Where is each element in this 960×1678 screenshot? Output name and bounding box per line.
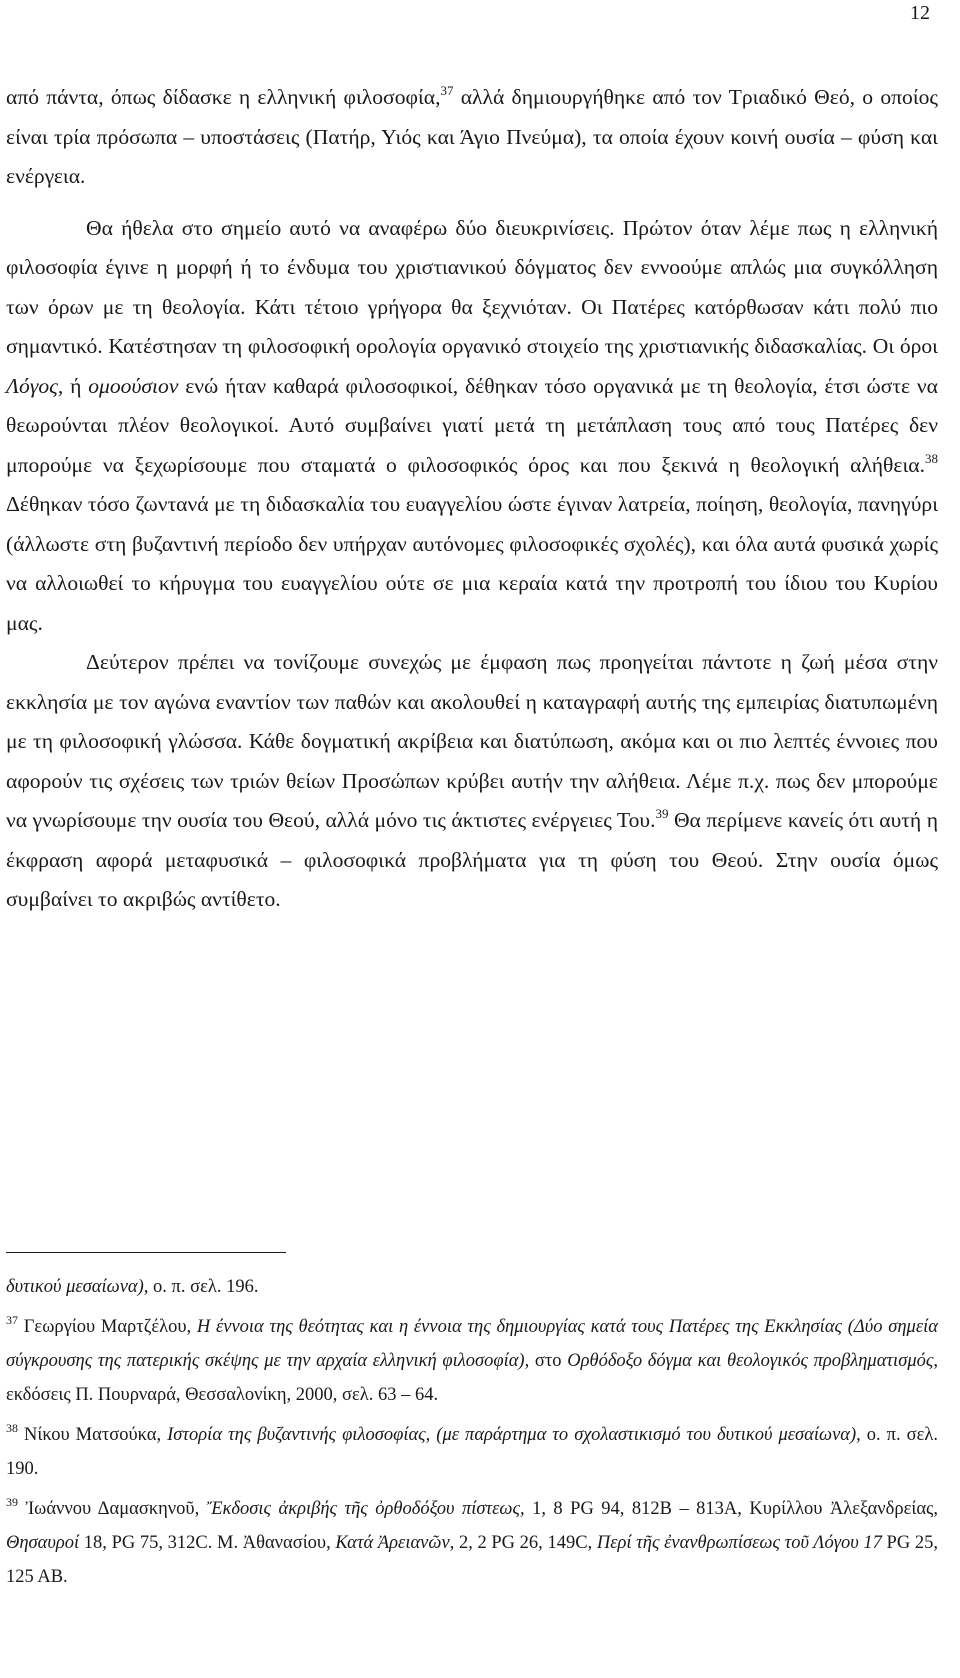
footnote-37-title: Η έννοια της θεότητας και η έννοια της δημιουργίας κατά τους Πατέρες της Εκκλησίας (Δύο σημεία σύγκρουσης της πατερικής σκέψης με την αρχαία ελληνική φιλοσοφία), [6,1317,938,1371]
paragraph-2-text-mid: ή [63,373,89,398]
term-homoousion: ομοούσιον [88,373,179,398]
term-logos: Λόγος, [6,373,64,398]
footnote-39-ref-1: 1, 8 PG 94, 812B – 813A, Κυρίλλου Ἀλεξανδρείας, [524,1499,938,1519]
paragraph-2-text-b: ενώ ήταν καθαρά φιλοσοφικοί, δέθηκαν τόσο οργανικά με τη θεολογία, έτσι ώστε να θεωρούνται πλέον θεολογικοί. Αυτό συμβαίνει γιατί μετά τη μετάπλαση τους από τους Πατέρες δεν μπορούμε να ξεχωρίσουμε που σταματά ο φιλοσοφικός όρος και που ξεκινά η θεολογική αλήθεια. [6,373,939,477]
footnote-37-in: στο [529,1351,568,1371]
footnote-ref-38: 38 [925,450,938,466]
paragraph-2-text-c: Δέθηκαν τόσο ζωντανά με τη διδασκαλία του ευαγγελίου ώστε έγιναν λατρεία, ποίηση, θεολογία, πανηγύρι (άλλωστε στη βυζαντινή περίοδο δεν υπήρχαν αυτόνομες φιλοσοφικές σχολές), και όλα αυτά φυσικά χωρίς να αλλοιωθεί το κήρυγμα του ευαγγελίου ούτε σε μια κεραία κατά την προτροπή του ίδιου του Κυρίου μας. [6,492,938,635]
paragraph-3-text-b: Θα περίμενε κανείς ότι αυτή η έκφραση αφορά μεταφυσικά – φιλοσοφικά προβλήματα για τη φύση του Θεού. Στην ουσία όμως συμβαίνει το ακριβώς αντίθετο. [6,808,938,911]
footnote-37 [6,1310,938,1412]
main-text [6,78,938,920]
paragraph-1-text-a: από πάντα, όπως δίδασκε η ελληνική φιλοσοφία, [6,85,441,109]
footnote-ref-39: 39 [655,806,669,821]
footnotes [6,1270,938,1600]
footnote-39-work-1: Ἔκδοσις ἀκριβής τῆς ὀρθοδόξου πίστεως, [206,1499,525,1519]
footnote-39-work-2: Θησαυροί [6,1533,80,1553]
footnote-38-number: 38 [6,1421,18,1435]
paragraph-1-text-b: αλλά δημιουργήθηκε από τον Τριαδικό Θεό, ο οποίος είναι τρία πρόσωπα – υποστάσεις (Πατήρ, Υιός και Άγιο Πνεύμα), τα οποία έχουν κοινή ουσία – φύση και ενέργεια. [6,85,938,188]
footnote-ref-37: 37 [440,83,454,98]
footnote-continued [6,1270,938,1304]
footnote-continued-text: ο. π. σελ. 196. [148,1277,259,1297]
footnote-38-title: Ιστορία της βυζαντινής φιλοσοφίας, (με παράρτημα το σχολαστικισμό του δυτικού μεσαίωνα), [167,1425,861,1445]
footnote-37-details: εκδόσεις Π. Πουρναρά, Θεσσαλονίκη, 2000, σελ. 63 – 64. [6,1385,439,1405]
footnote-38-author: Νίκου Ματσούκα, [18,1425,168,1445]
footnote-37-book: Ορθόδοξο δόγμα και θεολογικός προβληματισμός, [567,1351,938,1371]
paragraph-3-text-a: Δεύτερον πρέπει να τονίζουμε συνεχώς με έμφαση πως προηγείται πάντοτε η ζωή μέσα στην εκκλησία με τον αγώνα εναντίον των παθών και ακολουθεί η καταγραφή αυτής της εμπειρίας διατυπωμένη με τη φιλοσοφική γλώσσα. Κάθε δογματική ακρίβεια και διατύπωση, ακόμα και οι πιο λεπτές έννοιες που αφορούν τις σχέσεις των τριών θείων Προσώπων κρύβει αυτήν την αλήθεια. Λέμε π.χ. πως δεν μπορούμε να γνωρίσουμε την ουσία του Θεού, αλλά μόνο τις άκτιστες ενέργειες Του. [6,650,938,832]
footnote-38-details: ο. π. σελ. 190. [6,1425,938,1479]
footnote-37-number: 37 [6,1313,18,1327]
footnote-39-author: Ἰωάννου Δαμασκηνοῦ, [18,1499,207,1519]
footnote-38 [6,1418,938,1486]
footnote-39-ref-2: 18, PG 75, 312C. Μ. Ἀθανασίου, [79,1533,336,1553]
footnote-39-work-4: Περί τῆς ἐνανθρωπίσεως τοῦ Λόγου 17 [596,1533,882,1553]
paragraph-3 [6,643,938,920]
footnote-39-number: 39 [6,1495,18,1509]
footnote-continued-italic: δυτικού μεσαίωνα), [6,1277,149,1297]
footnote-39-ref-3: 2, 2 PG 26, 149C, [454,1533,597,1553]
paragraph-2 [6,209,938,644]
paragraph-2-text-a: Θα ήθελα στο σημείο αυτό να αναφέρω δύο διευκρινίσεις. Πρώτον όταν λέμε πως η ελληνική φιλοσοφία έγινε η μορφή ή το ένδυμα του χριστιανικού δόγματος δεν εννοούμε απλώς μια συγκόλληση των όρων με τη θεολογία. Κάτι τέτοιο γρήγορα θα ξεχνιόταν. Οι Πατέρες κατόρθωσαν κάτι πολύ πιο σημαντικό. Κατέστησαν τη φιλοσοφική ορολογία οργανικό στοιχείο της χριστιανικής διδασκαλίας. Οι όροι [6,215,938,358]
page-number: 12 [910,2,930,24]
footnote-39 [6,1492,938,1594]
footnote-37-author: Γεωργίου Μαρτζέλου, [18,1317,197,1337]
paragraph-1 [6,78,938,197]
footnote-separator [6,1252,286,1253]
footnote-39-work-3: Κατά Ἀρειανῶν, [335,1533,455,1553]
footnote-39-ref-4: PG 25, 125 AB. [6,1533,938,1587]
